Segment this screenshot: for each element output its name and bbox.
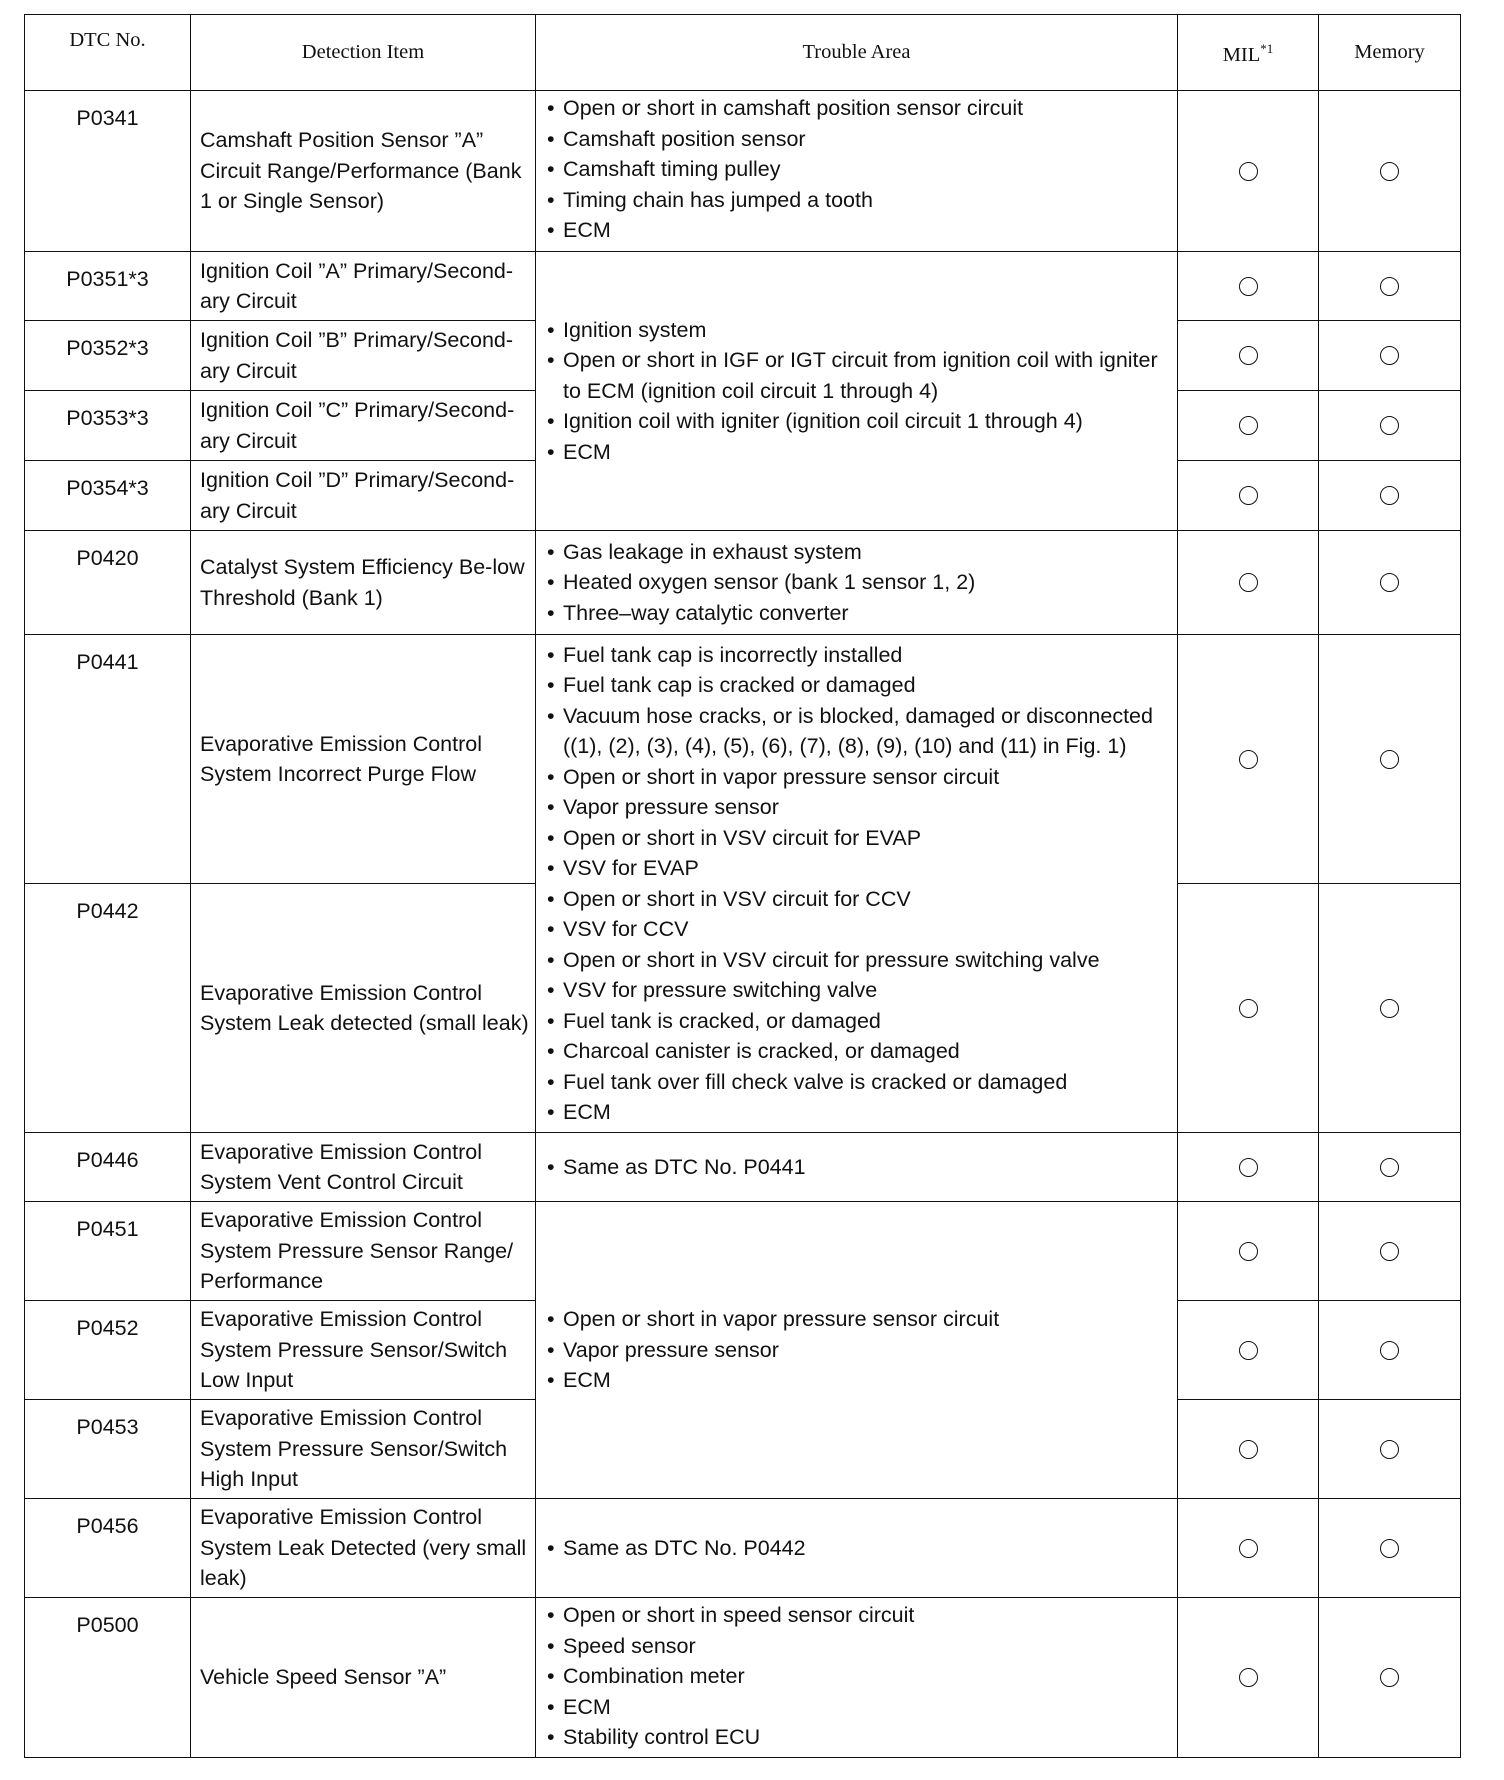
trouble-area-bullet: • ECM (547, 215, 1023, 246)
mil-cell (1177, 251, 1319, 321)
mil-circle-icon (1239, 162, 1258, 181)
detection-item-cell (190, 320, 536, 391)
mil-cell (1177, 390, 1319, 461)
memory-cell (1318, 1399, 1461, 1499)
mil-circle-icon (1239, 1539, 1258, 1558)
detection-item-text: Vehicle Speed Sensor ”A” (200, 1665, 447, 1690)
mil-cell (1177, 320, 1319, 391)
trouble-area-cell (535, 634, 1178, 1133)
memory-cell (1318, 1132, 1461, 1202)
memory-circle-icon (1380, 573, 1399, 592)
mil-cell (1177, 90, 1319, 252)
trouble-area-bullet: • Charcoal canister is cracked, or damaged (547, 1036, 1173, 1067)
detection-item-cell (190, 1399, 536, 1499)
trouble-area-list (547, 1152, 806, 1183)
trouble-area-bullet: • Same as DTC No. P0442 (547, 1533, 806, 1564)
trouble-area-list (547, 315, 1173, 468)
memory-circle-icon (1380, 750, 1399, 769)
trouble-area-bullet: • VSV for EVAP (547, 853, 1173, 884)
detection-item-cell (190, 530, 536, 635)
dtc-cell (24, 1132, 191, 1202)
trouble-area-list (547, 93, 1023, 246)
trouble-area-bullet: • Heated oxygen sensor (bank 1 sensor 1, 2) (547, 567, 975, 598)
detection-item-text: Evaporative Emission Control System Pressure Sensor/Switch High Input (200, 1406, 508, 1492)
trouble-area-bullet: • Fuel tank cap is cracked or damaged (547, 670, 1173, 701)
mil-cell (1177, 1300, 1319, 1400)
dtc-cell (24, 251, 191, 321)
trouble-area-bullet: • VSV for CCV (547, 914, 1173, 945)
trouble-area-bullet: • Open or short in vapor pressure sensor circuit (547, 1304, 999, 1335)
memory-cell (1318, 530, 1461, 635)
dtc-cell (24, 460, 191, 531)
memory-circle-icon (1380, 999, 1399, 1018)
memory-circle-icon (1380, 1668, 1399, 1687)
trouble-area-bullet: • Open or short in camshaft position sensor circuit (547, 93, 1023, 124)
detection-item-cell (190, 251, 536, 321)
mil-circle-icon (1239, 1242, 1258, 1261)
trouble-area-bullet: • Open or short in IGF or IGT circuit from ignition coil with igniter to ECM (ignition coil circuit 1 through 4) (547, 345, 1173, 406)
trouble-area-bullet: • Gas leakage in exhaust system (547, 537, 975, 568)
memory-circle-icon (1380, 1158, 1399, 1177)
header-dtc-label: DTC No. (69, 29, 146, 51)
memory-circle-icon (1380, 346, 1399, 365)
trouble-area-cell (535, 1597, 1178, 1758)
trouble-area-bullet: • ECM (547, 1097, 1173, 1128)
trouble-area-list (547, 1304, 999, 1396)
trouble-area-bullet: • Fuel tank is cracked, or damaged (547, 1006, 1173, 1037)
dtc-code: P0451 (76, 1217, 139, 1241)
memory-cell (1318, 460, 1461, 531)
trouble-area-bullet: • VSV for pressure switching valve (547, 975, 1173, 1006)
memory-circle-icon (1380, 416, 1399, 435)
header-mil-label: MIL (1222, 43, 1261, 66)
trouble-area-bullet: • Open or short in speed sensor circuit (547, 1600, 914, 1631)
mil-circle-icon (1239, 346, 1258, 365)
dtc-cell (24, 1498, 191, 1598)
dtc-code: P0353*3 (66, 406, 149, 430)
dtc-code: P0456 (76, 1514, 139, 1538)
detection-item-text: Evaporative Emission Control System Leak Detected (very small leak) (200, 1505, 527, 1591)
memory-cell (1318, 1597, 1461, 1758)
detection-item-cell (190, 1201, 536, 1301)
dtc-cell (24, 634, 191, 884)
trouble-area-bullet: • Fuel tank cap is incorrectly installed (547, 640, 1173, 671)
mil-cell (1177, 1498, 1319, 1598)
detection-item-text: Evaporative Emission Control System Pressure Sensor/Switch Low Input (200, 1307, 508, 1393)
memory-cell (1318, 1201, 1461, 1301)
memory-cell (1318, 634, 1461, 884)
header-mil-superscript: *1 (1260, 41, 1274, 56)
detection-item-text: Evaporative Emission Control System Incorrect Purge Flow (200, 731, 483, 786)
detection-item-text: Ignition Coil ”D” Primary/Second-ary Circuit (200, 468, 515, 523)
detection-item-text: Ignition Coil ”A” Primary/Second-ary Circuit (200, 258, 514, 313)
trouble-area-bullet: • ECM (547, 1692, 914, 1723)
memory-cell (1318, 390, 1461, 461)
dtc-code: P0452 (76, 1316, 139, 1340)
trouble-area-cell (535, 1132, 1178, 1202)
detection-item-cell (190, 390, 536, 461)
detection-item-cell (190, 90, 536, 252)
dtc-code: P0420 (76, 546, 139, 570)
mil-circle-icon (1239, 573, 1258, 592)
trouble-area-list (547, 537, 975, 629)
trouble-area-bullet: • Timing chain has jumped a tooth (547, 185, 1023, 216)
trouble-area-bullet: • ECM (547, 437, 1173, 468)
detection-item-cell (190, 1498, 536, 1598)
trouble-area-bullet: • Vacuum hose cracks, or is blocked, damaged or disconnected ((1), (2), (3), (4), (5), (6), (7), (8), (9), (10) and (11) in Fig. 1) (547, 701, 1173, 762)
detection-item-cell (190, 1132, 536, 1202)
mil-cell (1177, 883, 1319, 1133)
dtc-code: P0351*3 (66, 267, 149, 291)
memory-circle-icon (1380, 486, 1399, 505)
dtc-code: P0441 (76, 650, 139, 674)
detection-item-text: Evaporative Emission Control System Vent Control Circuit (200, 1139, 483, 1194)
trouble-area-cell (535, 530, 1178, 635)
memory-cell (1318, 320, 1461, 391)
header-dtc-cell (24, 14, 191, 91)
trouble-area-bullet: • Same as DTC No. P0441 (547, 1152, 806, 1183)
dtc-code: P0453 (76, 1415, 139, 1439)
trouble-area-bullet: • Open or short in VSV circuit for CCV (547, 884, 1173, 915)
trouble-area-bullet: • Speed sensor (547, 1631, 914, 1662)
mil-cell (1177, 634, 1319, 884)
trouble-area-bullet: • Open or short in VSV circuit for EVAP (547, 823, 1173, 854)
memory-circle-icon (1380, 1341, 1399, 1360)
memory-circle-icon (1380, 277, 1399, 296)
trouble-area-bullet: • Combination meter (547, 1661, 914, 1692)
dtc-code: P0354*3 (66, 476, 149, 500)
memory-cell (1318, 1300, 1461, 1400)
detection-item-text: Catalyst System Efficiency Be-low Threshold (Bank 1) (200, 555, 525, 610)
dtc-cell (24, 390, 191, 461)
mil-circle-icon (1239, 750, 1258, 769)
mil-cell (1177, 1132, 1319, 1202)
trouble-area-bullet: • Ignition coil with igniter (ignition coil circuit 1 through 4) (547, 406, 1173, 437)
trouble-area-bullet: • Vapor pressure sensor (547, 1335, 999, 1366)
trouble-area-bullet: • Fuel tank over fill check valve is cracked or damaged (547, 1067, 1173, 1098)
trouble-area-bullet: • Stability control ECU (547, 1722, 914, 1753)
mil-cell (1177, 1597, 1319, 1758)
memory-cell (1318, 90, 1461, 252)
memory-circle-icon (1380, 1242, 1399, 1261)
trouble-area-bullet: • Open or short in vapor pressure sensor circuit (547, 762, 1173, 793)
memory-circle-icon (1380, 1539, 1399, 1558)
memory-cell (1318, 883, 1461, 1133)
memory-circle-icon (1380, 1440, 1399, 1459)
detection-item-text: Evaporative Emission Control System Leak detected (small leak) (200, 980, 529, 1035)
memory-circle-icon (1380, 162, 1399, 181)
memory-cell (1318, 251, 1461, 321)
trouble-area-cell (535, 90, 1178, 252)
detection-item-cell (190, 460, 536, 531)
mil-circle-icon (1239, 999, 1258, 1018)
trouble-area-cell (535, 1201, 1178, 1499)
dtc-cell (24, 1597, 191, 1758)
mil-circle-icon (1239, 1668, 1258, 1687)
mil-cell (1177, 530, 1319, 635)
header-memory-label: Memory (1354, 41, 1425, 63)
memory-cell (1318, 1498, 1461, 1598)
trouble-area-cell (535, 251, 1178, 531)
header-area-cell (535, 14, 1178, 91)
mil-cell (1177, 1399, 1319, 1499)
header-memory-cell (1318, 14, 1461, 91)
trouble-area-bullet: • ECM (547, 1365, 999, 1396)
detection-item-cell (190, 1300, 536, 1400)
detection-item-cell (190, 883, 536, 1133)
mil-circle-icon (1239, 1158, 1258, 1177)
trouble-area-list (547, 1600, 914, 1753)
dtc-cell (24, 320, 191, 391)
trouble-area-cell (535, 1498, 1178, 1598)
header-mil-cell (1177, 14, 1319, 91)
mil-cell (1177, 460, 1319, 531)
dtc-code: P0446 (76, 1148, 139, 1172)
trouble-area-list (547, 640, 1173, 1128)
trouble-area-bullet: • Vapor pressure sensor (547, 792, 1173, 823)
trouble-area-bullet: • Three–way catalytic converter (547, 598, 975, 629)
detection-item-text: Ignition Coil ”C” Primary/Second-ary Circuit (200, 398, 515, 453)
mil-circle-icon (1239, 277, 1258, 296)
trouble-area-bullet: • Open or short in VSV circuit for pressure switching valve (547, 945, 1173, 976)
dtc-cell (24, 90, 191, 252)
mil-circle-icon (1239, 486, 1258, 505)
dtc-cell (24, 530, 191, 635)
trouble-area-bullet: • Ignition system (547, 315, 1173, 346)
mil-circle-icon (1239, 416, 1258, 435)
dtc-cell (24, 1300, 191, 1400)
header-item-cell (190, 14, 536, 91)
mil-cell (1177, 1201, 1319, 1301)
dtc-code: P0442 (76, 899, 139, 923)
dtc-cell (24, 1399, 191, 1499)
detection-item-text: Camshaft Position Sensor ”A” Circuit Range/Performance (Bank 1 or Single Sensor) (200, 128, 522, 214)
trouble-area-bullet: • Camshaft timing pulley (547, 154, 1023, 185)
mil-circle-icon (1239, 1341, 1258, 1360)
dtc-code: P0500 (76, 1613, 139, 1637)
header-area-label: Trouble Area (802, 41, 911, 63)
header-item-label: Detection Item (301, 41, 425, 63)
trouble-area-bullet: • Camshaft position sensor (547, 124, 1023, 155)
trouble-area-list (547, 1533, 806, 1564)
detection-item-text: Evaporative Emission Control System Pressure Sensor Range/ Performance (200, 1208, 514, 1294)
dtc-code: P0341 (76, 106, 139, 130)
dtc-code: P0352*3 (66, 336, 149, 360)
dtc-cell (24, 1201, 191, 1301)
detection-item-cell (190, 634, 536, 884)
dtc-cell (24, 883, 191, 1133)
detection-item-cell (190, 1597, 536, 1758)
mil-circle-icon (1239, 1440, 1258, 1459)
detection-item-text: Ignition Coil ”B” Primary/Second-ary Circuit (200, 328, 514, 383)
